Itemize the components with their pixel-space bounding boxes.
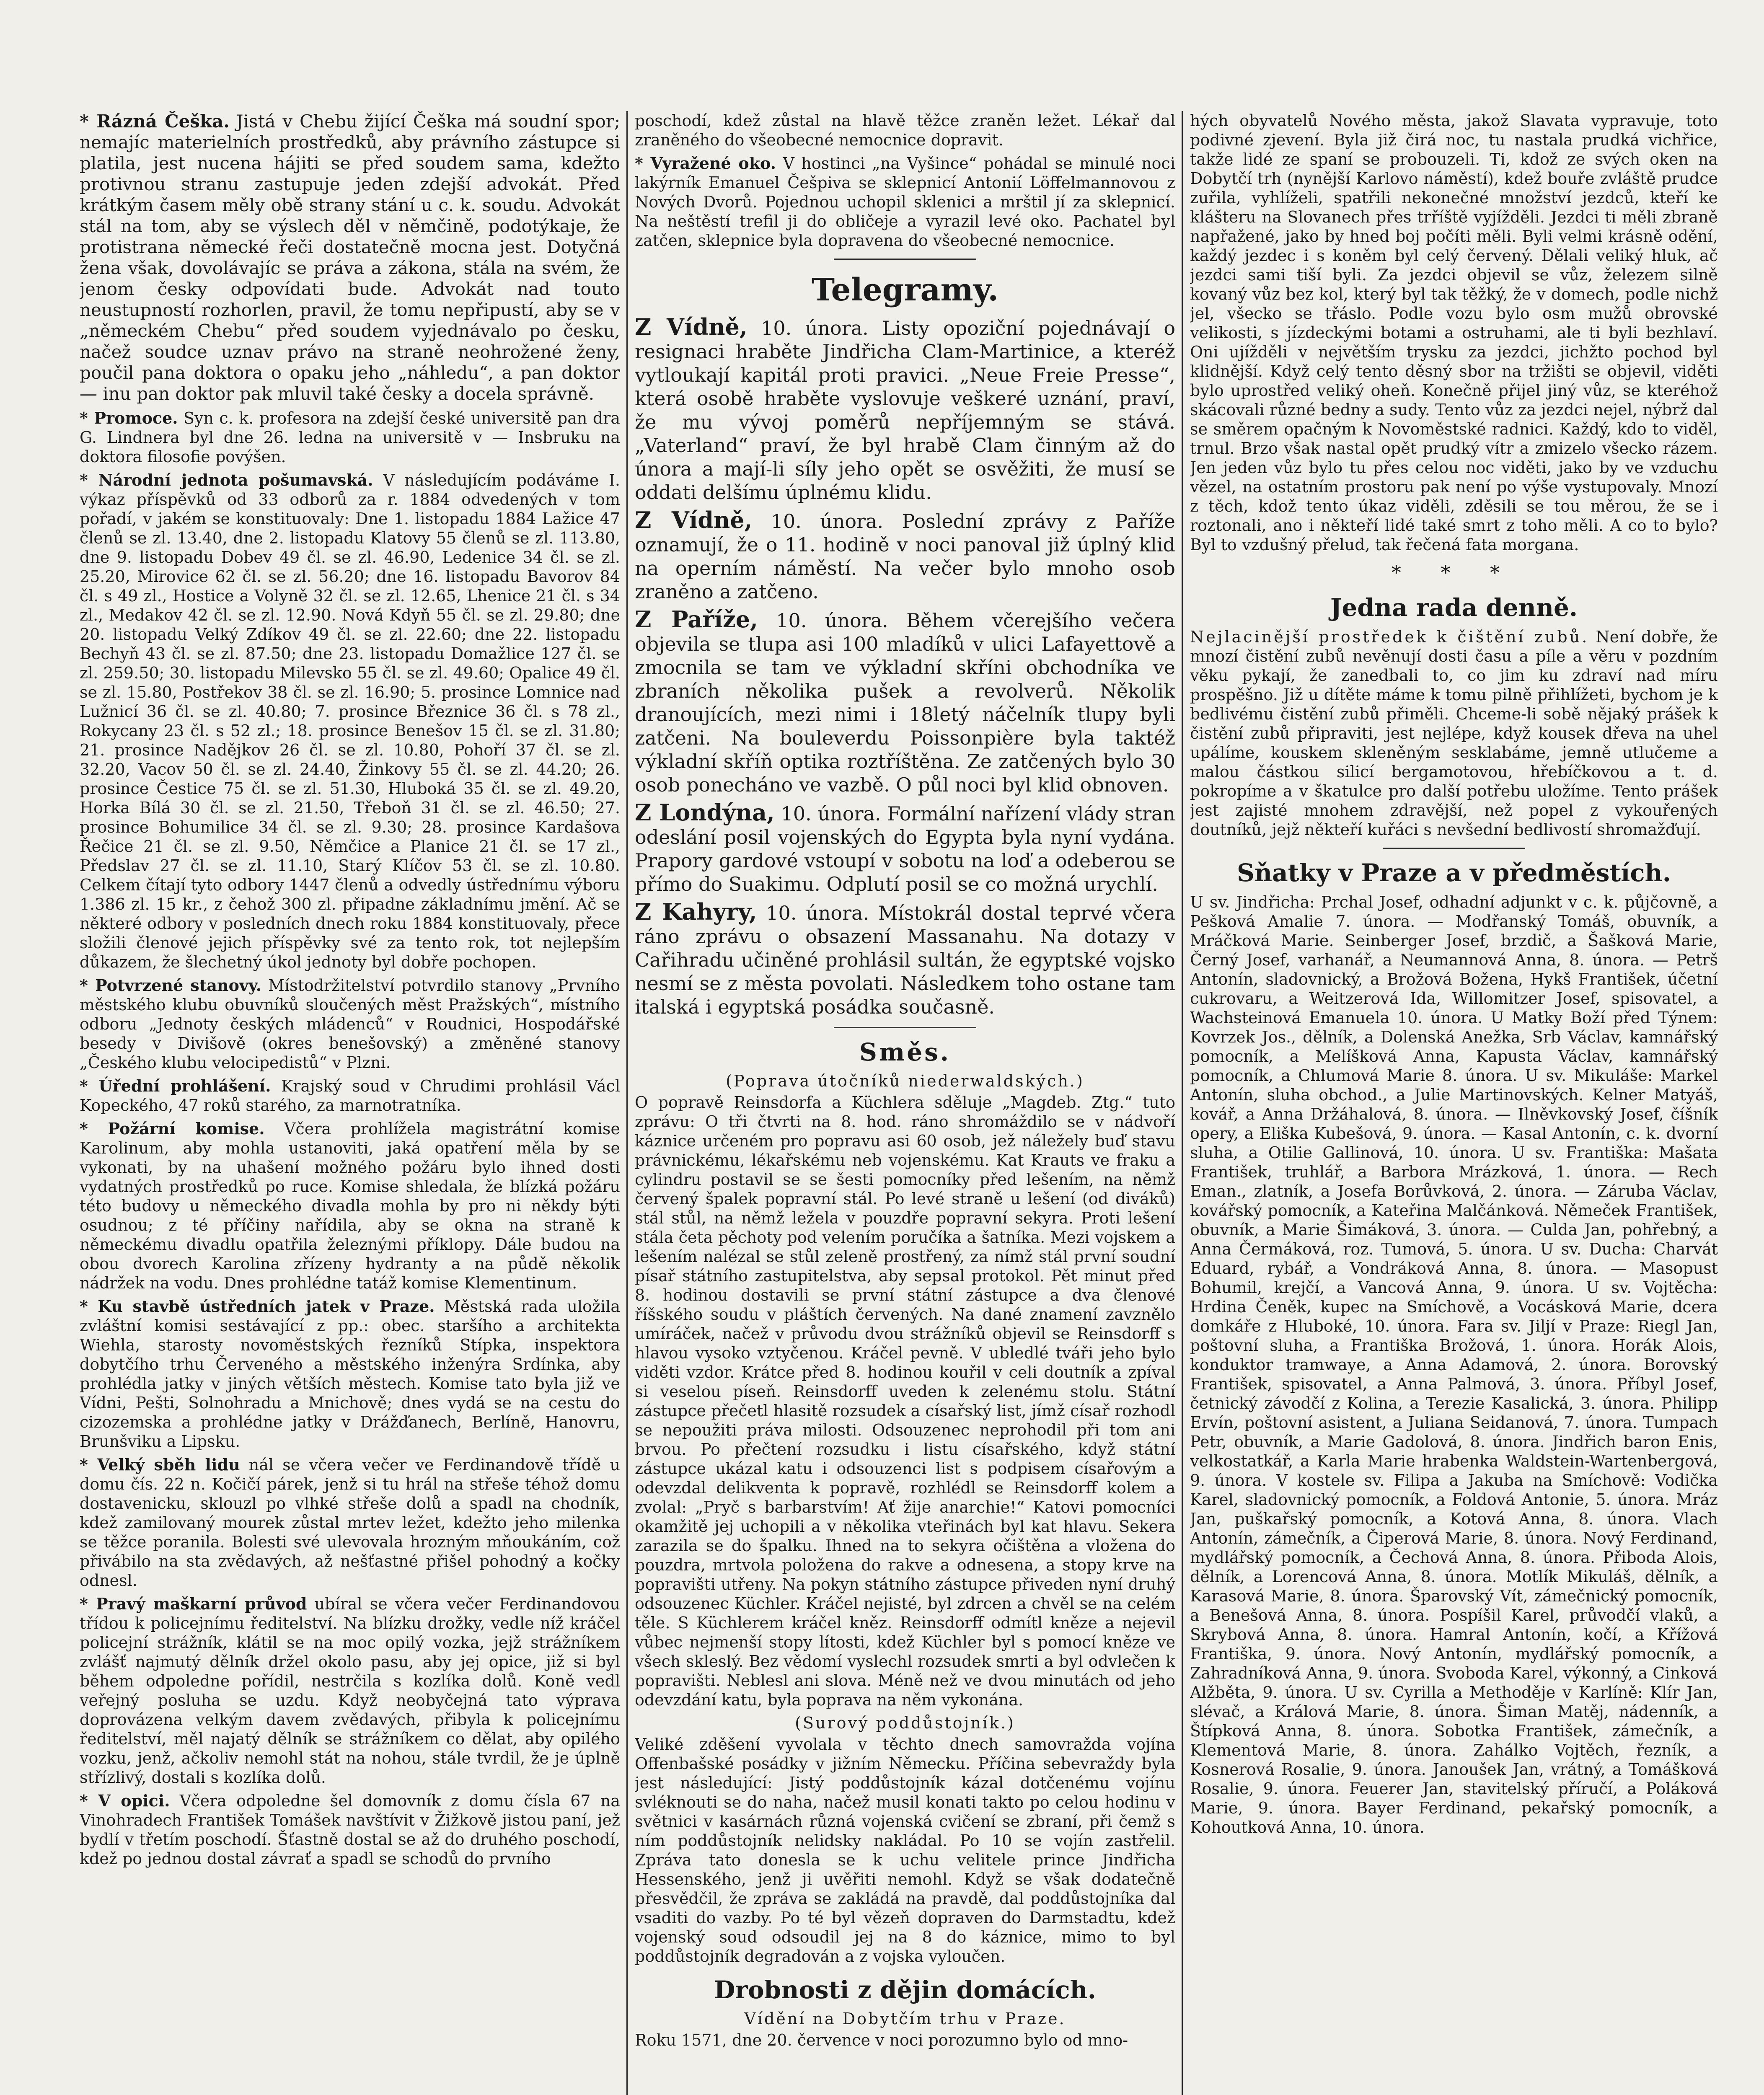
article-continuation: poschodí, kdež zůstal na hlavě těžce zraněn ležet. Lékař dal zraněného do všeobecné nemocnice dopravit.: [635, 111, 1175, 149]
drobnosti-heading: Drobnosti z dějin domácích.: [714, 1976, 1096, 2004]
article-jednota: * Národní jednota pošumavská. V následujícím podáváme I. výkaz příspěvků od 33 odborů za r. 1884 odvedených v tom pořadí, v jakém se konstituovaly: Dne 1. listopadu 1884 Lažice 47 členů se zl. 13.40, dne 2. listopadu Klatovy 55 členů se zl. 113.80, dne 9. listopadu Dobev 49 čl. se zl. 46.90, Ledenice 34 čl. se zl. 25.20, Mirovice 62 čl. se zl. 56.20; dne 16. listopadu Bavorov 84 čl. s 49 zl., Hostice a Volyně 32 čl. se zl. 12.65, Lhenice 21 čl. s 34 zl., Medakov 42 čl. se zl. 12.90. Nová Kdyň 55 čl. se zl. 29.80; dne 20. listopadu Velký Zdíkov 49 čl. se zl. 22.60; dne 22. listopadu Bechyň 43 čl. se zl. 87.50; dne 23. listopadu Domažlice 127 čl. se zl. 259.50; 30. listopadu Milevsko 55 čl. se zl. 49.60; Opalice 49 čl. se zl. 15.80, Postřekov 38 čl. se zl. 16.90; 5. prosince Lomnice nad Lužnicí 36 čl. se zl. 40.80; 7. prosince Březnice 36 čl. s 78 zl., Rokycany 23 čl. s 52 zl.; 18. prosince Benešov 15 čl. se zl. 31.80; 21. prosince Nadějkov 26 čl. se zl. 10.80, Pohoří 37 čl. se zl. 32.20, Vacov 50 čl. se zl. 24.40, Žinkovy 55 čl. se zl. 44.20; 26. prosince Čestice 75 čl. se zl. 51.30, Hluboká 35 čl. se zl. 49.20, Horka Bílá 30 čl. se zl. 21.50, Třeboň 31 čl. se zl. 46.50; 27. prosince Bohumilice 34 čl. se zl. 9.30; 28. prosince Kardašova Řečice 21 čl. se zl. 9.50, Němčice a Planice 21 čl. se 17 zl., Předslav 27 čl. se zl. 11.10, Starý Klíčov 53 čl. se zl. 10.80. Celkem čítají tyto odbory 1447 členů a odvedly ústřednímu výboru 1.386 zl. 15 kr., z čehož 300 zl. připadne základnímu jmění. Ač se některé odbory v posledních dnech roku 1884 konstituovaly, přece složili členové jejich příspěvky své za tento rok, tot nejlepším důkazem, že šlechetný úkol jednoty byl dobře pochopen.: [80, 471, 620, 971]
article-pruvod: * Pravý maškarní průvod ubíral se včera večer Ferdinandovou třídou k policejnímu ředitelství. Na blízku drožky, vedle níž kráčel policejní strážník, klátil se na moc opilý vozka, jejž strážníkem zvlášť najmutý dělník držel okolo pasu, aby jej opice, již si byl během odpoledne pořídil, nestrčila s kozlíka dolů. Koně vedl veřejný posluha se uzdu. Když neobyčejná tato výprava doprovázena velkým davem zvědavých, přibyla k policejnímu ředitelství, měl najatý dělník se strážníkem co dělat, aby opilého vozku, jenž, ačkoliv nemohl stát na nohou, stále tvrdil, že je úplně střízlivý, dostali s kozlíka dolů.: [80, 1594, 620, 1787]
telegram: Z Vídně, 10. února. Listy opoziční pojednávají o resignaci hraběte Jindřicha Clam-Martinice, a kteréž vytloukají kapitál proti pravici. „Neue Freie Presse“, která osobě hraběte vyslovuje veškeré uznání, praví, že mu vývoj poměrů nepříjemným se stává. „Vaterland“ praví, že byl hrabě Clam činným až do února a mají-li síly jeho opět se osvěžiti, že musí se oddati delšímu úplnému klidu.: [635, 313, 1175, 504]
article-continuation: hých obyvatelů Nového města, jakož Slavata vypravuje, toto podivné zjevení. Byla již čirá noc, tu nastala prudká vichřice, takže lidé ze spaní se probouzeli. Ti, kdož ze svých oken na Dobytčí trh (nynější Karlovo náměstí), kdež bouře zvláště prudce zuřila, vyhlíželi, spatřili nekonečné množství jezdců, kteří ke klášteru na Slovanech přes trříště vyjížděli. Jezdci ti měli zbraně napřažené, jako by hned boj počíti měli. Byli velmi krásně odění, každý jezdec i s koněm byl celý červený. Dělali veliký hluk, ač jezdci sami tiší byli. Za jezdci objevil se vůz, železem silně kovaný vůz bez kol, který byl tak těžký, že v domech, podle nichž jel, všecko se třáslo. Podle vozu bylo osm mužů obrovské velikosti, s jízdeckými botami a ostruhami, ale ti byli bezhlaví. Oni ujížděli v největším trysku za jezdci, jichžto pochod byl klidnější. Když celý tento děsný sbor na tržišti se objevil, viděti bylo uprostřed veliký oheň. Konečně přijel jiný vůz, se kteréhož skácovali různé bedny a sudy. Tento vůz za jezdci nejel, nýbrž dal se směrem opačným k Novoměstské radnici. Každý, kdo to viděl, trnul. Brzo však nastal opět prudký vítr a zmizelo všecko rázem. Jen jeden vůz bylo tu přes celou noc viděti, jako by ve vzduchu vězel, na ostatním prostoru pak není po výše vystupovaly. Mnozí z těch, kdož tento úkaz viděli, zděsili se tou měrou, že se i roztonali, ano i někteří lidé také smrt z toho měli. A co to bylo? Byl to vzdušný přelud, tak řečená fata morgana.: [1190, 111, 1718, 554]
subheading: (Poprava útočníků niederwaldských.): [726, 1072, 1084, 1090]
column-rule: [1182, 111, 1183, 2095]
article-velky-sbeh: * Velký sběh lidu nál se včera večer ve Ferdinandově třídě u domu čís. 22 n. Kočičí párek, jenž si tu hrál na střeše téhož domu dostavenicku, sklouzl po vlhké střeše dolů a spadl na chodník, kdež zamilovaný mourek zůstal mrtev ležet, kdežto jeho milenka se těžce poranila. Bolesti své ulevovala hrozným mňoukáním, což přivábilo na sta zvědavých, až nešťastné přišel pohodný a kočky odnesl.: [80, 1455, 620, 1590]
smes-heading: Směs.: [859, 1038, 951, 1066]
article-stanovy: * Potvrzené stanovy. Místodržitelství potvrdilo stanovy „Prvního městského klubu obuvníků sloučených měst Pražských“, místního odboru „Jednoty českých mládenců“ v Roudnici, Hospodářské besedy v Divišově (okres benešovský) a změněné stanovy „Českého klubu velocipedistů“ v Plzni.: [80, 976, 620, 1072]
telegram: Z Kahyry, 10. února. Místokrál dostal teprvé včera ráno zprávu o obsazení Massanahu. Na dotazy v Cařihradu učiněné prohlásil sultán, že egyptské vojsko nesmí se z města povolati. Následkem toho ostane tam italská i egyptská posádka současně.: [635, 898, 1175, 1018]
article-snatky: U sv. Jindřicha: Prchal Josef, odhadní adjunkt v c. k. půjčovně, a Pešková Amalie 7. února. — Modřanský Tomáš, obuvník, a Mráčková Marie. Seinberger Josef, brzdič, a Šašková Marie, Černý Josef, varhanář, a Neumannová Anna, 8. února. — Petrš Antonín, sladovnický, a Brožová Božena, Hykš František, účetní cukrovaru, a Weitzerová Ida, Willomitzer Josef, spisovatel, a Wachsteinová Emanuela 10. února. U Matky Boží před Týnem: Kovrzek Jos., dělník, a Dolenská Anežka, Srb Václav, kamnářský pomocník, a Melíšková Anna, Kapusta Václav, kamnářský pomocník, a Chlumová Marie 8. února. U sv. Mikuláše: Markel Antonín, sluha obchod., a Julie Martinovských. Kelner Matyáš, kovář, a Anna Držáhalová, 8. února. — Ilněvkovský Josef, číšník opery, a Eliška Kubešová, 9. února. — Kasal Antonín, c. k. dvorní sluha, a Otilie Gallinová, 10. února. U sv. Františka: Mašata František, truhlář, a Barbora Mrázková, 1. února. — Rech Eman., zlatník, a Josefa Borůvková, 2. února. — Záruba Václav, kovářský pomocník, a Kateřina Malčánková. Němeček František, obuvník, a Marie Šimáková, 3. února. — Culda Jan, pohřebný, a Anna Čermáková, roz. Tumová, 5. února. U sv. Ducha: Charvát Eduard, rybář, a Vondráková Anna, 8. února. — Masopust Bohumil, krejčí, a Vancová Anna, 9. února. U sv. Vojtěcha: Hrdina Čeněk, kupec na Smíchově, a Vocásková Marie, dcera domkáře z Hluboké, 10. února. Fara sv. Jiljí v Praze: Riegl Jan, poštovní sluha, a Františka Brožová, 1. února. Horák Alois, konduktor tramwaye, a Anna Adamová, 2. února. Borovský František, spisovatel, a Anna Palmová, 3. února. Příbyl Josef, četnický závodčí z Kolina, a Terezie Kasalická, 3. února. Philipp Ervín, poštovní asistent, a Juliana Seidanová, 7. února. Tumpach Petr, obuvník, a Marie Gadolová, 8. února. Jindřich baron Enis, velkostatkář, a Karla Marie hrabenka Waldstein-Wartenbergová, 9. února. V kostele sv. Filipa a Jakuba na Smíchově: Vodička Karel, sladovnický pomocník, a Foldová Antonie, 5. února. Mráz Jan, puškařský pomocník, a Kotová Anna, 8. února. Vlach Antonín, zámečník, a Čiperová Marie, 8. února. Nový Ferdinand, mydlářský pomocník, a Čechová Anna, 8. února. Přiboda Alois, dělník, a Lorencová Anna, 8. února. Motlík Mikuláš, dělník, a Karasová Marie, 8. února. Šparovský Vít, zámečnický pomocník, a Benešová Anna, 8. února. Pospíšil Karel, průvodčí vlaků, a Skrybová Anna, 8. února. Hamral Antonín, kočí, a Křížová Františka, 9. února. Nový Antonín, mydlářský pomocník, a Zahradníková Anna, 9. února. Svoboda Karel, výkonný, a Cinková Alžběta, 9. února. U sv. Cyrilla a Methoděje v Karlíně: Klír Jan, slévač, a Králová Marie, 8. února. Šiman Matěj, nádenník, a Štípková Anna, 8. února. Sobotka František, zámečník, a Klementová Marie, 8. února. Zahálko Vojtěch, řezník, a Kosnerová Rosalie, 9. února. Janoušek Jan, vrátný, a Tomášková Rosalie, 9. února. Feuerer Jan, stavitelský příručí, a Poláková Marie, 9. února. Bayer Ferdinand, pekařský pomocník, a Kohoutková Anna, 10. února.: [1190, 893, 1718, 1836]
column-2: [635, 111, 1175, 2095]
subheading: (Surový poddůstojník.): [795, 1714, 1015, 1732]
snatky-heading: Sňatky v Praze a v předměstích.: [1237, 859, 1671, 887]
divider: [834, 259, 976, 260]
telegram: Z Londýna, 10. února. Formální nařízení vlády stran odeslání posil vojenských do Egypta byla nyní vydána. Prapory gardové vstoupí v sobotu na loď a odeberou se přímo do Suakimu. Odplutí posil se co možná urychlí.: [635, 799, 1175, 895]
divider: [1383, 848, 1525, 849]
article-promoce: * Promoce. Syn c. k. profesora na zdejší české universitě pan dra G. Lindnera byl dne 26. ledna na universitě v — Insbruku na doktora filosofie povýšen.: [80, 409, 620, 466]
article-poddustojnik: Veliké zděšení vyvolala v těchto dnech samovražda vojína Offenbašské posádky v jižním Německu. Příčina sebevraždy byla jest následující: Jistý poddůstojník kázal dotčenému vojínu svléknouti se do naha, načež musil konati takto po celou hodinu v světnici v kasárnách různá vojenská cvičení se zbraní, při čemž s ním poddůstojník nelidsky nakládal. Po 10 se vojín zastřelil. Zpráva tato donesla se k uchu velitele prince Jindřicha Hessenského, jenž ji uvěřiti nemohl. Když se však dodatečně přesvědčil, že zpráva se zakládá na pravdě, dal poddůstojníka dal vsaditi do vazby. Po té byl vězeň dopraven do Darmstadtu, kdež vojenský soud odsoudil jej na 8 do káznice, mimo to byl poddůstojník degradován a z vojska vyloučen.: [635, 1735, 1175, 1966]
article-prohlaseni: * Úřední prohlášení. Krajský soud v Chrudimi prohlásil Václ Kopeckého, 47 roků starého, za marnotratníka.: [80, 1076, 620, 1115]
stars-divider: * * *: [1391, 561, 1517, 584]
article-vyrazene-oko: * Vyražené oko. V hostinci „na Vyšince“ pohádal se minulé noci lakýrník Emanuel Češpiva se sklepnicí Antonií Löffelmannovou z Nových Dvorů. Pojednou uchopil sklenici a mrštil jí za sklepnicí. Na neštěstí trefil ji do obličeje a vyrazil levé oko. Pachatel byl zatčen, sklepnice byla dopravena do všeobecné nemocnice.: [635, 154, 1175, 250]
column-1: [80, 111, 620, 2095]
article-poprava: O popravě Reinsdorfa a Küchlera sděluje „Magdeb. Ztg.“ tuto zprávu: O tři čtvrti na 8. hod. ráno shromáždilo se v nádvoří káznice určeném pro popravu asi 60 osob, jež náležely buď stavu právnickému, lékařskému neb vojenskému. Kat Krauts ve fraku a cylindru postavil se se šesti pomocníky před lešením, na němž červený špalek popravní stál. Po levé straně u lešení (od diváků) stál stůl, na němž ležela v pouzdře popravní sekyra. Proti lešení stála četa pěchoty pod velením poručíka a šatníka. Mezi vojskem a lešením nalézal se stůl zeleně prostřený, za nímž stál první soudní písař státního zastupitelstva, aby sepsal protokol. Pět minut před 8. hodinou dostavili se první státní zástupce a dva členové říšského soudu v pláštích červených. Na dané znamení zavznělo umíráček, načež v průvodu dvou strážníků objevil se Reinsdorff s hlavou vysoko vztyčenou. Kráčel pevně. V ubledlé tváři jeho bylo viděti vzdor. Krátce před 8. hodinou kouřil v celi doutník a zpíval si veselou píseň. Reinsdorff uveden k zelenému stolu. Státní zástupce přečetl hlasitě rozsudek a císařský list, jímž císař rozhodl se nepoužiti práva milosti. Odsouzenec neprohodil při tom ani brvou. Po přečtení rozsudku i listu císařského, když státní zástupce ukázal katu i odsouzenci list s podpisem císařovým a odevzdal delikventa k popravě, rozhlédl se Reinsdorff kolem a zvolal: „Pryč s barbarstvím! Ať žije anarchie!“ Katovi pomocníci okamžitě jej uchopili a v několika vteřinách byl kat hlavu. Sekera zarazila se do špalku. Ihned na to sekyra očištěna a vložena do pouzdra, mrtvola položena do rakve a odnesena, a stopy krve na popravišti utřeny. Na pokyn státního zástupce přiveden nyní druhý odsouzenec Küchler. Kráčel nejisté, byl zdrcen a chvěl se na celém těle. S Küchlerem kráčel kněz. Reinsdorff odmítl kněze a nejevil vůbec nejmenší stopy lítosti, kdež Küchler byl s pomocí kněze ve všech skleslý. Bez vědomí vyslechl rozsudek smrti a byl odvlečen k popravišti. Neblesl ani slova. Méně než ve dvou minutách od jeho odevzdání katu, byla poprava na něm vykonána.: [635, 1093, 1175, 1709]
column-3: [1190, 111, 1718, 2095]
divider: [834, 1027, 976, 1028]
article-rada: Nejlacinější prostředek k čištění zubů. Není dobře, že mnozí čistění zubů nevěnují dosti času a píle a věru v pozdním věku pykají, že zanedbali to, co jim ku zdraví nad míru prospěšno. Již u dítěte máme k tomu pilně přihlížeti, bychom je k bedlivému čistění zubů přiměli. Chceme-li sobě nějaký prášek k čistění zubů připraviti, jest nejlépe, když kousek dřeva na uhel upálíme, kouskem skleněným sesklabáme, jemně utlučeme a malou částkou silicí bergamotovou, hřebíčkovou a t. d. pokropíme a v škatulce pro další potřebu uložíme. Tento prášek jest zajisté mnohem zdravější, než popel z vykouřených doutníků, jejž někteří kuřáci s nevšední bedlivostí shromažďují.: [1190, 628, 1718, 839]
telegram: Z Paříže, 10. února. Během včerejšího večera objevila se tlupa asi 100 mladíků v ulici Lafayettově a zmocnila se tam ve výkladní skříni obchodníka ve zbraních několika pušek a revolverů. Několik dranoujících, mezi nimi i 18letý náčelník tlupy byli zatčeni. Na bouleverdu Poissonpière byla taktéž výkladní skříň optika roztříštěna. Ze zatčených bylo 30 osob ponecháno ve vazbě. O půl noci byl klid obnoven.: [635, 606, 1175, 796]
subheading: Vídění na Dobytčím trhu v Praze.: [744, 2010, 1066, 2028]
article-jatky: * Ku stavbě ústředních jatek v Praze. Městská rada uložila zvláštní komisi sestávající z pp.: obec. staršího a architekta Wiehla, starosty novoměstských řezníků Stípka, inspektora dobytčího trhu Červeného a městského inženýra Srdínka, aby prohlédla jatky v jiných větších městech. Komise tato byla již ve Vídni, Pešti, Solnohradu a Mnichově; dnes vydá se na cestu do cizozemska a prohlédne jatky v Drážďanech, Berlíně, Hanovru, Brunšviku a Lipsku.: [80, 1297, 620, 1451]
column-rule: [626, 111, 628, 2095]
article-drobnosti: Roku 1571, dne 20. července v noci porozumno bylo od mno-: [635, 2031, 1128, 2049]
newspaper-page: [80, 111, 1718, 2095]
telegramy-heading: Telegramy.: [811, 272, 999, 308]
telegram: Z Vídně, 10. února. Poslední zprávy z Paříže oznamují, že o 11. hodině v noci panoval již úplný klid na operním náměstí. Na večer bylo mnoho osob zraněno a zatčeno.: [635, 507, 1175, 603]
article-opice: * V opici. Včera odpoledne šel domovník z domu čísla 67 na Vinohradech František Tomášek navštívit v Žižkově jistou paní, jež bydlí v třetím poschodí. Šťastně dostal se až do druhého poschodí, kdež po jednou dostal závrať a spadl se schodů do prvního: [80, 1791, 620, 1868]
rada-heading: Jedna rada denně.: [1330, 593, 1578, 622]
article-pozarni: * Požární komise. Včera prohlížela magistrátní komise Karolinum, aby mohla ustanoviti, jaká opatření měla by se vykonati, by na uhašení možného požáru bylo ihned dosti vydatných prostředků po ruce. Komise shledala, že blízká požáru této budovy u německého divadla mohla by pro ni někdy býti osudnou; z té příčiny nařídila, aby se okna na straně k německému divadlu opatřila železnými příklopy. Dále budou na obou dvorech Karolina zřízeny hydranty a na půdě několik nádržek na vodu. Dnes prohlédne tatáž komise Klementinum.: [80, 1119, 620, 1292]
article-rezna-ceska: * Rázná Češka. Jistá v Chebu žijící Češka má soudní spor; nemajíc materielních prostředků, aby právního zástupce si platila, jest nucena hájiti se před soudem sama, kdežto protivnou stranu zastupuje jeden zdejší advokát. Před krátkým časem měly obě strany stání u c. k. soudu. Advokát stál na tom, aby se výslech děl v němčině, podotýkaje, že protistrana německé řeči dostatečně mocna jest. Dotyčná žena však, dovolávajíc se práva a zákona, stála na svém, že jenom česky odpovídati bude. Advokát nad touto neustupností rozhorlen, pravil, že tomu nepřipustí, aby se v „německém Chebu“ před soudem vyjednávalo po česku, načež soudce uznav právo na straně neohrožené ženy, poučil pana doktora o opaku jeho „náhledu“, a pan doktor — inu pan doktor pak mluvil také česky a docela správně.: [80, 111, 620, 404]
